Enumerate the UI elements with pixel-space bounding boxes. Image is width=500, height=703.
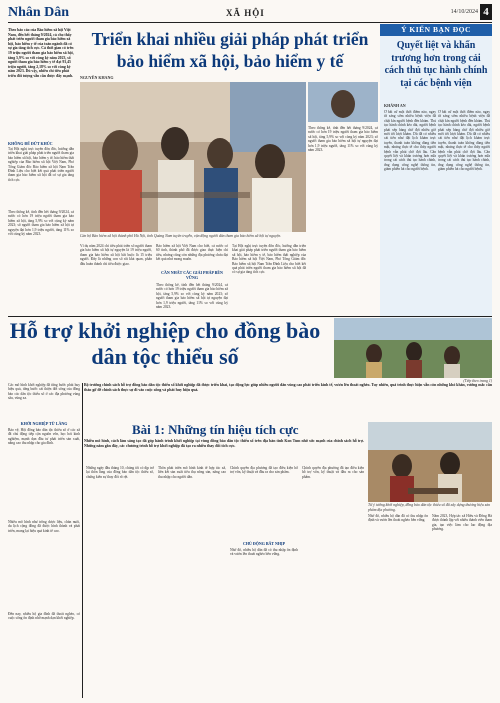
article1-body-1: Tại Hội nghị trực tuyến đôn đốc, hướng dẫn triển khai giải pháp phát triển người tham gia bảo hiểm xã hội, bảo hiểm y tế, bảo hiểm thất nghiệp của Bảo hiểm xã hội Việt Nam, Phó Tổng Giám đốc Bảo hiểm xã hội Nam Trần Đình Liệu cho biết kết quả phát triển người tham gia bảo hiểm xã hội đã có sự gia tăng tích cực. [8, 147, 74, 182]
article1-title: Triển khai nhiều giải pháp phát triển bảo hiểm xã hội, bảo hiểm y tế [91, 29, 369, 71]
opinion-band: Ý KIẾN BẠN ĐỌC [380, 24, 492, 36]
series-title: Bài 1: Những tín hiệu tích cực [132, 422, 299, 437]
series-body-6: Nhờ đó, nhiều hộ dân đã có thu nhập ổn định và vươn lên thoát nghèo bền vững. [368, 514, 428, 523]
page-number: 4 [480, 4, 492, 20]
series-photo-caption: Từ ý tưởng khởi nghiệp, đồng bào dân tộc thiểu số đã xây dựng thương hiệu sản phẩm địa phương. [368, 503, 491, 512]
newspaper-logo: Nhân Dân [8, 5, 70, 20]
section-title: XÃ HỘI [226, 8, 265, 18]
article1-photo [80, 82, 306, 232]
series-body-1: Những ngày đầu tháng 10, chúng tôi có dịp trở lại thôn làng của đồng bào dân tộc thiểu số, chứng kiến sự thay đổi rõ rệt. [86, 466, 154, 479]
article1-body-3: Ví dụ năm 2024 chỉ tiêu phát triển số người tham gia bảo hiểm xã hội tự nguyện là 19 triệu người, tham gia bảo hiểm xã hội bắt buộc là 15 triệu người. Đây là những con số rất khả quan, phấn đấu hoàn thành chỉ tiêu được giao. [80, 244, 152, 266]
opinion-body-1: Ở bất cứ một thời điểm nào, ngay từ sáng sớm nhiều bệnh viện đã chật kín người bệnh đến khám. Thủ tục hành chính kéo dài, người bệnh phải xếp hàng chờ đợi nhiều giờ mới tới lượt khám. Dù đã có nhiều cải tiến như đặt lịch khám trực tuyến, thanh toán không dùng tiền mặt, nhưng thực tế cho thấy người bệnh vẫn phải chờ đợi lâu. Cần quyết liệt và khẩn trương hơn nữa trong cải cách thủ tục hành chính, ứng dụng công nghệ thông tin, giảm phiền hà cho người bệnh. [384, 110, 436, 172]
article2-lead: Các mô hình khởi nghiệp đã từng bước phát huy hiệu quả, từng bước cải thiện đời sống của đồng bào các dân tộc thiểu số ở các địa phương vùng sâu, vùng xa. [8, 383, 80, 401]
opinion-title: Quyết liệt và khẩn trương hơn trong cải cách thủ tục hành chính tại các bệnh viện [384, 40, 488, 89]
series-body-2: Thôn phát triển mô hình kinh tế hợp tác xã, liên kết sản xuất tiêu thụ nông sản, nâng cao thu nhập cho người dân. [158, 466, 226, 479]
section-divider [8, 316, 492, 317]
article2-body-2: Nhiều mô hình như trồng dược liệu, chăn nuôi, du lịch cộng đồng đã được hình thành và phát triển, mang lại hiệu quả kinh tế cao. [8, 520, 80, 533]
column-divider [82, 383, 83, 698]
series-sapo: Nhiều mô hình, cách làm sáng tạo đã góp hành trình khởi nghiệp tại vùng đồng bào dân tộc thiểu số trên địa bàn tỉnh Kon Tum nhờ sức mạnh của chính sách hỗ trợ. Những năm gần đây, các chương trình hỗ trợ khởi nghiệp đã tạo ra nhiều thay đổi tích cực. [84, 439, 364, 448]
article1-body-col5: Theo thống kê, tính đến hết tháng 9/2024, cả nước có hơn 19 triệu người tham gia bảo hiểm xã hội, tăng 5,9% so với cùng kỳ năm 2023; số người tham gia bảo hiểm xã hội tự nguyện đạt hơn 1,9 triệu người, tăng 11% so với cùng kỳ năm 2023. [308, 126, 378, 153]
series-body-3: Chính quyền địa phương đã tạo điều kiện hỗ trợ vốn, kỹ thuật và đầu ra cho sản phẩm. [230, 466, 298, 475]
series-subhead: CHỦ ĐỘNG BẮT NHỊP [242, 541, 286, 546]
opinion-body-2: Ở bất cứ một thời điểm nào, ngay từ sáng sớm nhiều bệnh viện đã chật kín người bệnh đến khám. Thủ tục hành chính kéo dài, người bệnh phải xếp hàng chờ đợi nhiều giờ mới tới lượt khám. Dù đã có nhiều cải tiến như đặt lịch khám trực tuyến, thanh toán không dùng tiền mặt, nhưng thực tế cho thấy người bệnh vẫn phải chờ đợi lâu. Cần quyết liệt và khẩn trương hơn nữa trong cải cách thủ tục hành chính, ứng dụng công nghệ thông tin, giảm phiền hà cho người bệnh. [438, 110, 490, 172]
article1-photo-caption: Cán bộ Bảo hiểm xã hội thành phố Hà Nội, tỉnh Quảng Nam tuyên truyền, vận động người dân tham gia bảo hiểm xã hội tự nguyện. [80, 234, 282, 238]
article2-body-3: Đến nay, nhiều hộ gia đình đã thoát nghèo, có cuộc sống ổn định nhờ mạnh dạn khởi nghiệp. [8, 612, 80, 621]
series-body-5: Chính quyền địa phương đã tạo điều kiện hỗ trợ vốn, kỹ thuật và đầu ra cho sản phẩm. [302, 466, 364, 479]
article2-subhead-1: KHỞI NGHIỆP TỪ LÀNG [20, 421, 68, 426]
article1-photo-small [308, 82, 378, 122]
series-photo [368, 422, 492, 502]
article1-body-4: Bảo hiểm xã hội Việt Nam cho biết, cả nước có 60 tỉnh, thành phố đã được giao thực hiện chỉ tiêu, nhưng cũng còn những địa phương chưa đạt kết quả như mong muốn. [156, 244, 228, 262]
article1-subhead-2: CẦN NHẤT CÁC GIẢI PHÁP BỀN VỮNG [161, 270, 223, 280]
series-body-7: Năm 2023, Hợp tác xã Hiếu và Đông Hà được thành lập với nhiều thành viên tham gia, tạo việc làm cho lao động địa phương. [432, 514, 492, 532]
page-header [8, 4, 492, 23]
article1-body-1b: Tại Hội nghị trực tuyến đôn đốc, hướng dẫn triển khai giải pháp phát triển người tham gia bảo hiểm xã hội, bảo hiểm y tế, bảo hiểm thất nghiệp của Bảo hiểm xã hội Việt Nam, Phó Tổng Giám đốc Bảo hiểm xã hội Nam Trần Đình Liệu cho biết kết quả phát triển người tham gia bảo hiểm xã hội đã có sự gia tăng tích cực. [232, 244, 306, 275]
article2-title: Hỗ trợ khởi nghiệp cho đồng bào dân tộc thiểu số [9, 318, 321, 369]
opinion-author: KHÁNH AN [384, 103, 406, 108]
article2-body-1: Bảo vệ, Hội đồng bào dân tộc thiểu số ở các xã đã chủ động tiếp cận nguồn vốn, học hỏi kinh nghiệm, mạnh dạn đầu tư phát triển sản xuất, nâng cao thu nhập cho gia đình. [8, 428, 80, 446]
article1-body-2b: Theo thống kê, tính đến hết tháng 9/2024, cả nước có hơn 19 triệu người tham gia bảo hiểm xã hội, tăng 5,9% so với cùng kỳ năm 2023; số người tham gia bảo hiểm xã hội tự nguyện đạt hơn 1,9 triệu người, tăng 11% so với cùng kỳ năm 2023. [156, 283, 228, 310]
article2-photo [334, 318, 492, 378]
article1-author: NGUYÊN KHANG [80, 75, 114, 80]
article1-lead: Theo báo cáo của Bảo hiểm xã hội Việt Nam, đến hết tháng 9/2024, cả cho thấy phát triển người tham gia bảo hiểm xã hội, bảo hiểm y tế của toàn ngành đã có sự gia tăng tích cực. Cả thời gian có trên 19 triệu người tham gia bảo hiểm xã hội, tăng 5,9% so với cùng kỳ năm 2023, số người tham gia bảo hiểm y tế đạt 93,45 triệu người, tăng 2,18% so với cùng kỳ năm 2023. Dù vậy, nhiều chỉ tiêu phát triển đối tượng vẫn cần được đẩy mạnh. [8, 28, 74, 78]
article2-photo-credit: (Tiếp theo trang 1) [463, 379, 492, 383]
article2-sapo: Bộ trưởng chính sách hỗ trợ đồng bào dân tộc thiểu số khởi nghiệp đã được triển khai, tạo động lực giúp nhiều người dân vùng cao phát triển kinh tế, vươn lên thoát nghèo. Tuy nhiên, quá trình thực hiện vẫn còn những khó khăn, vướng mắc cần tháo gỡ để chính sách thực sự đi vào cuộc sống và phát huy hiệu quả. [84, 383, 492, 392]
issue-date: 14/10/2024 [450, 9, 478, 15]
series-body-4: Nhờ đó, nhiều hộ dân đã có thu nhập ổn định và vươn lên thoát nghèo bền vững. [230, 548, 298, 557]
article1-body-2: Theo thống kê, tính đến hết tháng 9/2024, cả nước có hơn 19 triệu người tham gia bảo hiểm xã hội, tăng 5,9% so với cùng kỳ năm 2023; số người tham gia bảo hiểm xã hội tự nguyện đạt hơn 1,9 triệu người, tăng 11% so với cùng kỳ năm 2023. [8, 210, 74, 237]
article1-subhead-1: KHÔNG ĐỂ ĐỨT KHÚC [8, 141, 53, 146]
